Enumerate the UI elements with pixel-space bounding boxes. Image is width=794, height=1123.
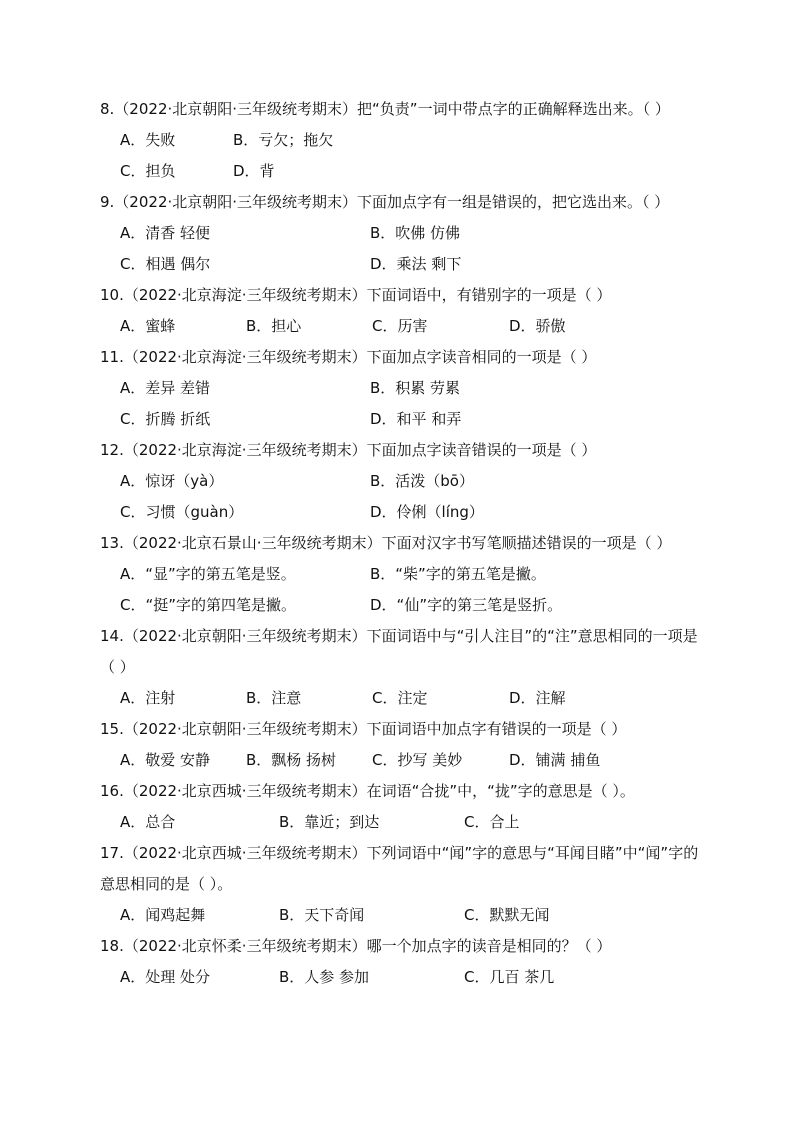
option-d[interactable]: D．骄傲 bbox=[509, 317, 566, 335]
option-a[interactable]: A．清香 轻便 bbox=[120, 224, 211, 242]
option-c[interactable]: C．担负 bbox=[120, 162, 176, 180]
options-row bbox=[100, 466, 700, 497]
option-a[interactable]: A．注射 bbox=[120, 689, 176, 707]
option-d[interactable]: D．铺满 捕鱼 bbox=[509, 751, 601, 769]
option-b[interactable]: B．担心 bbox=[246, 317, 302, 335]
option-c[interactable]: C．默默无闻 bbox=[464, 906, 550, 924]
question-stem: 16.（2022·北京西城·三年级统考期末）在词语“合拢”中，“拢”字的意思是（ ）。 bbox=[100, 782, 635, 800]
option-a[interactable]: A．差异 差错 bbox=[120, 379, 211, 397]
option-c[interactable]: C．相遇 偶尔 bbox=[120, 255, 211, 273]
option-d[interactable]: D．和平 和弄 bbox=[370, 410, 462, 428]
option-b[interactable]: B．积累 劳累 bbox=[370, 379, 461, 397]
options-row bbox=[100, 683, 700, 714]
option-d[interactable]: D．背 bbox=[233, 162, 275, 180]
question-stem: 9.（2022·北京朝阳·三年级统考期末）下面加点字有一组是错误的，把它选出来。（ ） bbox=[100, 193, 670, 211]
question-stem: 17.（2022·北京西城·三年级统考期末）下列词语中“闻”字的意思与“耳闻目睹”中“闻”字的意思相同的是（ ）。 bbox=[100, 844, 699, 893]
option-c[interactable]: C．注定 bbox=[372, 689, 428, 707]
option-b[interactable]: B．注意 bbox=[246, 689, 302, 707]
question-10 bbox=[100, 280, 700, 342]
option-d[interactable]: D．注解 bbox=[509, 689, 566, 707]
question-8 bbox=[100, 94, 700, 187]
question-stem: 10.（2022·北京海淀·三年级统考期末）下面词语中，有错别字的一项是（ ） bbox=[100, 286, 612, 304]
question-stem: 14.（2022·北京朝阳·三年级统考期末）下面词语中与“引人注目”的“注”意思相同的一项是（ ） bbox=[100, 627, 698, 676]
options-row bbox=[100, 311, 700, 342]
option-c[interactable]: C．历害 bbox=[372, 317, 428, 335]
question-9 bbox=[100, 187, 700, 280]
question-stem: 11.（2022·北京海淀·三年级统考期末）下面加点字读音相同的一项是（ ） bbox=[100, 348, 597, 366]
options-row bbox=[100, 900, 700, 931]
option-a[interactable]: A．失败 bbox=[120, 131, 176, 149]
option-a[interactable]: A．蜜蜂 bbox=[120, 317, 176, 335]
options-row bbox=[100, 590, 700, 621]
question-stem: 8.（2022·北京朝阳·三年级统考期末）把“负责”一词中带点字的正确解释选出来。（ ） bbox=[100, 100, 670, 118]
option-a[interactable]: A．总合 bbox=[120, 813, 176, 831]
option-b[interactable]: B．飘杨 扬树 bbox=[246, 751, 337, 769]
question-12 bbox=[100, 435, 700, 528]
option-b[interactable]: B．靠近；到达 bbox=[279, 813, 380, 831]
option-d[interactable]: D．乘法 剩下 bbox=[370, 255, 462, 273]
option-a[interactable]: A．敬爱 安静 bbox=[120, 751, 211, 769]
question-list bbox=[100, 94, 700, 993]
options-row bbox=[100, 745, 700, 776]
question-stem: 13.（2022·北京石景山·三年级统考期末）下面对汉字书写笔顺描述错误的一项是（ ） bbox=[100, 534, 672, 552]
option-c[interactable]: C．习惯（guàn） bbox=[120, 503, 244, 521]
option-b[interactable]: B．活泼（bō） bbox=[370, 472, 474, 490]
option-c[interactable]: C．几百 茶几 bbox=[464, 968, 555, 986]
options-row bbox=[100, 404, 700, 435]
question-14 bbox=[100, 621, 700, 714]
options-row bbox=[100, 373, 700, 404]
option-d[interactable]: D．伶俐（líng） bbox=[370, 503, 484, 521]
question-18 bbox=[100, 931, 700, 993]
option-b[interactable]: B．亏欠；拖欠 bbox=[233, 131, 334, 149]
options-row bbox=[100, 125, 700, 156]
question-13 bbox=[100, 528, 700, 621]
question-11 bbox=[100, 342, 700, 435]
option-c[interactable]: C．“挺”字的第四笔是撇。 bbox=[120, 596, 297, 614]
question-15 bbox=[100, 714, 700, 776]
options-row bbox=[100, 218, 700, 249]
question-stem: 15.（2022·北京朝阳·三年级统考期末）下面词语中加点字有错误的一项是（ ） bbox=[100, 720, 627, 738]
question-stem: 18.（2022·北京怀柔·三年级统考期末）哪一个加点字的读音是相同的？（ ） bbox=[100, 937, 612, 955]
option-b[interactable]: B．“柴”字的第五笔是撇。 bbox=[370, 565, 546, 583]
option-a[interactable]: A．处理 处分 bbox=[120, 968, 211, 986]
option-b[interactable]: B．人参 参加 bbox=[279, 968, 370, 986]
option-a[interactable]: A．惊讶（yà） bbox=[120, 472, 224, 490]
option-c[interactable]: C．合上 bbox=[464, 813, 520, 831]
options-row bbox=[100, 559, 700, 590]
question-17 bbox=[100, 838, 700, 931]
option-b[interactable]: B．天下奇闻 bbox=[279, 906, 365, 924]
option-d[interactable]: D．“仙”字的第三笔是竖折。 bbox=[370, 596, 563, 614]
options-row bbox=[100, 156, 700, 187]
options-row bbox=[100, 497, 700, 528]
question-16 bbox=[100, 776, 700, 838]
options-row bbox=[100, 807, 700, 838]
question-stem: 12.（2022·北京海淀·三年级统考期末）下面加点字读音错误的一项是（ ） bbox=[100, 441, 597, 459]
option-b[interactable]: B．吹佛 仿佛 bbox=[370, 224, 461, 242]
option-a[interactable]: A．“显”字的第五笔是竖。 bbox=[120, 565, 296, 583]
option-c[interactable]: C．折腾 折纸 bbox=[120, 410, 211, 428]
options-row bbox=[100, 962, 700, 993]
options-row bbox=[100, 249, 700, 280]
option-a[interactable]: A．闻鸡起舞 bbox=[120, 906, 206, 924]
option-c[interactable]: C．抄写 美妙 bbox=[372, 751, 463, 769]
